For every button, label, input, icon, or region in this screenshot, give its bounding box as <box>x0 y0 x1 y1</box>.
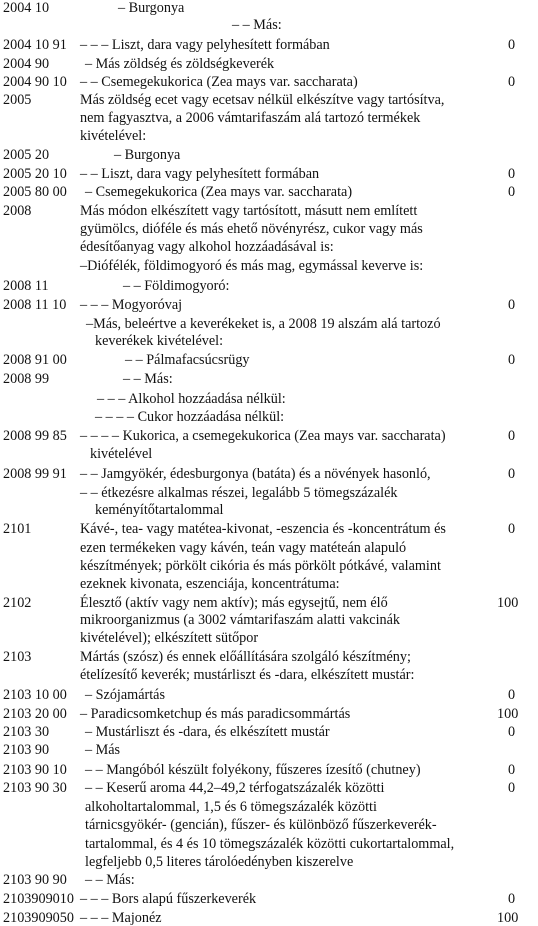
tariff-description: ezeknek kivonata, eszenciája, koncentrátuma: <box>80 576 340 592</box>
tariff-code: 2008 91 00 <box>3 352 67 368</box>
tariff-description: – – Más: <box>85 872 135 888</box>
tariff-description: – – – Majonéz <box>80 910 162 926</box>
tariff-code: 2103909010 <box>3 891 74 907</box>
tariff-description: – Szójamártás <box>85 687 165 703</box>
tariff-description: mikroorganizmus (a 3002 vámtarifaszám alatti vakcinák <box>80 612 401 628</box>
tariff-description: – – Más: <box>232 17 282 33</box>
tariff-description: – – Liszt, dara vagy pelyhesített formában <box>80 166 320 182</box>
tariff-code: 2008 11 10 <box>3 297 67 313</box>
tariff-description: – – – – Cukor hozzáadása nélkül: <box>95 409 285 425</box>
tariff-description: – Mustárliszt és -dara, és elkészített mustár <box>85 724 330 740</box>
tariff-rate: 0 <box>508 762 516 778</box>
tariff-code: 2103 90 <box>3 742 50 758</box>
tariff-rate: 0 <box>508 352 516 368</box>
tariff-code: 2005 80 00 <box>3 184 67 200</box>
tariff-rate: 0 <box>508 184 516 200</box>
tariff-description: gyümölcs, dióféle és más ehető növényrész, cukor vagy más <box>80 221 423 237</box>
tariff-code: 2005 <box>3 92 32 108</box>
tariff-description: – Más zöldség és zöldségkeverék <box>85 56 275 72</box>
tariff-description: Élesztő (aktív vagy nem aktív); más egysejtű, nem élő <box>80 595 388 611</box>
tariff-description: – Csemegekukorica (Zea mays var. saccharata) <box>85 184 353 200</box>
tariff-description: legfeljebb 0,5 literes tárolóedényben kiszerelve <box>85 854 354 870</box>
tariff-rate: 0 <box>508 37 516 53</box>
tariff-rate: 0 <box>508 74 516 90</box>
tariff-rate: 100 <box>497 595 519 611</box>
tariff-description: Mártás (szósz) és ennek előállítására szolgáló készítmény; <box>80 649 411 665</box>
tariff-code: 2103 90 90 <box>3 872 67 888</box>
tariff-description: – – – Mogyoróvaj <box>80 297 183 313</box>
tariff-description: –Diófélék, földimogyoró és más mag, egymással keverve is: <box>80 258 424 274</box>
tariff-description: – – Más: <box>123 371 173 387</box>
tariff-code: 2004 10 91 <box>3 37 67 53</box>
tariff-description: Más módon elkészített vagy tartósított, másutt nem említett <box>80 203 418 219</box>
tariff-description: kivételével); elkészített sütőpor <box>80 630 259 646</box>
tariff-description: Kávé-, tea- vagy matétea-kivonat, -eszencia és -koncentrátum és <box>80 521 446 537</box>
tariff-rate: 100 <box>497 706 519 722</box>
tariff-code: 2103 20 00 <box>3 706 67 722</box>
tariff-description: – – – Alkohol hozzáadása nélkül: <box>97 391 286 407</box>
tariff-code: 2103 90 30 <box>3 780 67 796</box>
tariff-description: – – Földimogyoró: <box>123 278 230 294</box>
tariff-code: 2008 <box>3 203 32 219</box>
tariff-description: kivételével <box>90 446 153 462</box>
tariff-description: – – Keserű aroma 44,2–49,2 térfogatszázalék közötti <box>85 780 385 796</box>
tariff-code: 2103 90 10 <box>3 762 67 778</box>
tariff-description: – – Jamgyökér, édesburgonya (batáta) és a növények hasonló, <box>80 466 431 482</box>
tariff-code: 2008 99 91 <box>3 466 67 482</box>
tariff-code: 2103909050 <box>3 910 74 926</box>
tariff-description: tartalommal, és 4 és 10 tömegszázalék közötti cukortartalommal, <box>85 836 455 852</box>
tariff-description: édesítőanyag vagy alkohol hozzáadásával is: <box>80 239 334 255</box>
tariff-code: 2103 <box>3 649 32 665</box>
tariff-description: – – Csemegekukorica (Zea mays var. saccharata) <box>80 74 358 90</box>
tariff-rate: 0 <box>508 297 516 313</box>
tariff-code: 2008 11 <box>3 278 49 294</box>
tariff-description: tárnicsgyökér- (gencián), fűszer- és különböző fűszerkeverék- <box>85 817 437 833</box>
tariff-description: készítmények; pörkölt cikória és más pörkölt pótkávé, valamint <box>80 558 441 574</box>
tariff-rate: 0 <box>508 466 516 482</box>
tariff-description: alkoholtartalommal, 1,5 és 6 tömegszázalék közötti <box>85 799 377 815</box>
tariff-code: 2004 90 <box>3 56 50 72</box>
tariff-description: nem fagyasztva, a 2006 vámtarifaszám alá tartozó termékek <box>80 110 421 126</box>
tariff-description: – – – – Kukorica, a csemegekukorica (Zea mays var. saccharata) <box>80 428 446 444</box>
tariff-code: 2103 10 00 <box>3 687 67 703</box>
tariff-rate: 0 <box>508 166 516 182</box>
tariff-code: 2005 20 10 <box>3 166 67 182</box>
tariff-description: keverékek kivételével: <box>95 333 224 349</box>
tariff-rate: 0 <box>508 724 516 740</box>
tariff-description: – – Pálmafacsúcsrügy <box>125 352 250 368</box>
tariff-code: 2102 <box>3 595 32 611</box>
tariff-description: – Paradicsomketchup és más paradicsommártás <box>80 706 351 722</box>
tariff-code: 2008 99 <box>3 371 50 387</box>
tariff-description: ételízesítő keverék; mustárliszt és -dara, elkészített mustár: <box>80 667 415 683</box>
tariff-description: – Más <box>85 742 121 758</box>
tariff-description: – – étkezésre alkalmas részei, legalább 5 tömegszázalék <box>80 485 398 501</box>
tariff-rate: 0 <box>508 521 516 537</box>
tariff-code: 2004 90 10 <box>3 74 67 90</box>
tariff-code: 2101 <box>3 521 32 537</box>
tariff-rate: 0 <box>508 687 516 703</box>
tariff-code: 2004 10 <box>3 0 50 16</box>
tariff-code: 2005 20 <box>3 147 50 163</box>
tariff-description: ezen termékeken vagy kávén, teán vagy matéteán alapuló <box>80 540 407 556</box>
tariff-rate: 100 <box>497 910 519 926</box>
tariff-description: keményítőtartalommal <box>95 502 224 518</box>
tariff-description: – – Mangóból készült folyékony, fűszeres ízesítő (chutney) <box>85 762 421 778</box>
tariff-description: – Burgonya <box>114 147 181 163</box>
tariff-description: – Burgonya <box>118 0 185 16</box>
tariff-rate: 0 <box>508 428 516 444</box>
tariff-description: –Más, beleértve a keverékeket is, a 2008 19 alszám alá tartozó <box>86 316 441 332</box>
tariff-code: 2008 99 85 <box>3 428 67 444</box>
tariff-description: kivételével: <box>80 128 147 144</box>
tariff-rate: 0 <box>508 891 516 907</box>
tariff-rate: 0 <box>508 780 516 796</box>
tariff-code: 2103 30 <box>3 724 50 740</box>
tariff-description: – – – Liszt, dara vagy pelyhesített formában <box>80 37 330 53</box>
tariff-description: – – – Bors alapú fűszerkeverék <box>80 891 257 907</box>
tariff-description: Más zöldség ecet vagy ecetsav nélkül elkészítve vagy tartósítva, <box>80 92 445 108</box>
